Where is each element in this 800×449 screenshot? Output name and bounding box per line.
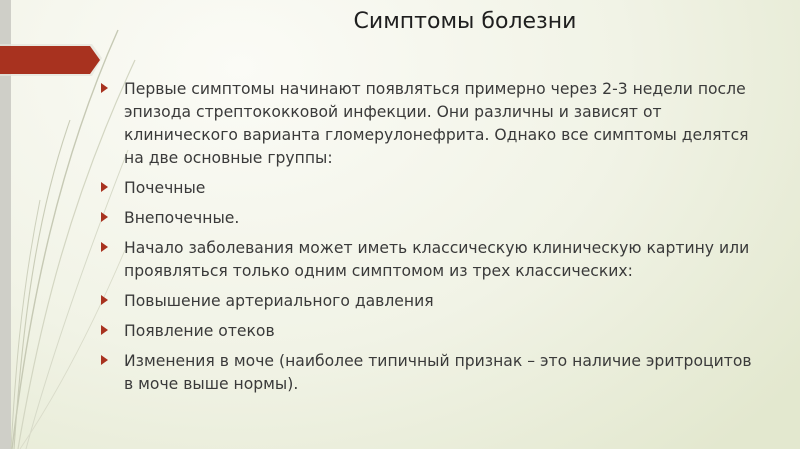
list-item: [101, 237, 761, 283]
list-item-text: Изменения в моче (наиболее типичный признак – это наличие эритроцитов в моче выше нормы).: [124, 352, 752, 393]
list-item-text: Начало заболевания может иметь классическую клиническую картину или проявляться только одним симптомом из трех классических:: [124, 239, 750, 280]
list-item-text: Почечные: [124, 179, 206, 197]
list-item-text: Первые симптомы начинают появляться примерно через 2-3 недели после эпизода стрептококковой инфекции. Они различны и зависят от клинического варианта гломерулонефрита. Однако все симптомы делятся на две основные группы:: [124, 80, 749, 167]
bullet-list: [101, 78, 761, 403]
list-item: [101, 350, 761, 396]
triangle-bullet-icon: [101, 242, 108, 252]
list-item-text: Внепочечные.: [124, 209, 240, 227]
list-item: [101, 177, 761, 200]
triangle-bullet-icon: [101, 295, 108, 305]
list-item: [101, 78, 761, 170]
triangle-bullet-icon: [101, 355, 108, 365]
list-item-text: Появление отеков: [124, 322, 275, 340]
list-item: [101, 320, 761, 343]
list-item-text: Повышение артериального давления: [124, 292, 434, 310]
list-item: [101, 290, 761, 313]
triangle-bullet-icon: [101, 325, 108, 335]
slide-title: Симптомы болезни: [353, 9, 577, 34]
triangle-bullet-icon: [101, 83, 108, 93]
red-accent-tab: [0, 0, 110, 80]
list-item: [101, 207, 761, 230]
triangle-bullet-icon: [101, 182, 108, 192]
triangle-bullet-icon: [101, 212, 108, 222]
